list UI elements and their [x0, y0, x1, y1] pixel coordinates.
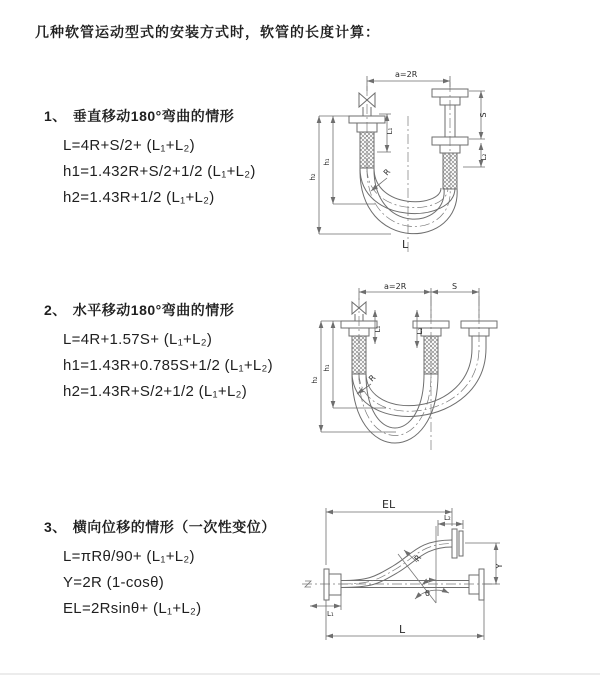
dim-label-offset-y: Y [495, 563, 504, 569]
formula-line: L=πRθ/90+ (L₁+L₂) [63, 548, 195, 565]
section-3-heading-text: 横向位移的情形（一次性变位） [72, 519, 276, 535]
dim-length [326, 600, 484, 640]
left-braided-hose [360, 132, 374, 168]
section-horizontal-move [44, 300, 273, 405]
dim-label-height-outer: h₂ [311, 376, 319, 384]
mid-braided-hose [424, 336, 438, 374]
section-3-number: 3、 [44, 519, 67, 535]
dim-fitting-left [310, 595, 341, 618]
dim-label-fitting-right: L₂ [480, 153, 488, 161]
radius-label: R [367, 373, 378, 384]
dim-label-el: EL [382, 498, 396, 511]
section-3-heading [44, 517, 276, 537]
dim-label-span: a=2R [395, 70, 418, 79]
right-flange [469, 569, 484, 600]
formula-line: Y=2R (1-cosθ) [63, 574, 165, 591]
page-title: 几种软管运动型式的安装方式时，软管的长度计算： [35, 24, 380, 40]
formula-line: L=4R+S/2+ (L₁+L₂) [63, 137, 195, 154]
diagram-horizontal-move-180-bend [301, 280, 596, 460]
dim-label-stroke-s: S [479, 112, 488, 118]
section-1-heading [44, 106, 256, 126]
diagram-vertical-move-180-bend [303, 64, 588, 259]
dim-label-span: a=2R [384, 282, 407, 291]
dim-label-fitting-left: L₁ [327, 610, 334, 618]
dim-label-fitting-top: L₂ [444, 514, 451, 522]
formula-line: h1=1.432R+S/2+1/2 (L₁+L₂) [63, 163, 256, 180]
dim-height-outer [309, 116, 391, 234]
dim-span [367, 70, 450, 91]
section-2-formulas [63, 327, 273, 405]
dim-label-stroke-s: S [452, 282, 458, 291]
dim-label-fitting-mid: L₂ [416, 327, 424, 335]
angle-construction [398, 526, 449, 603]
formula-line: L=4R+1.57S+ (L₁+L₂) [63, 331, 213, 348]
section-2-heading-text: 水平移动180°弯曲的情形 [72, 302, 235, 318]
section-vertical-move [44, 106, 256, 211]
formula-line: h2=1.43R+1/2 (L₁+L₂) [63, 189, 215, 206]
section-1-heading-text: 垂直移动180°弯曲的情形 [72, 108, 235, 124]
dim-label-fitting-left: L₁ [386, 127, 394, 135]
section-1-formulas [63, 133, 256, 211]
dim-fitting-left [374, 310, 382, 344]
left-flange [324, 569, 341, 600]
dim-label-height-inner: h₁ [323, 158, 331, 166]
section-lateral-displacement [44, 517, 276, 622]
formula-line: h1=1.43R+0.785S+1/2 (L₁+L₂) [63, 357, 273, 374]
angle-label: θ [425, 589, 430, 598]
formula-line: h2=1.43R+S/2+1/2 (L₁+L₂) [63, 383, 248, 400]
dim-label-length: L [399, 623, 406, 636]
dim-label-fitting-left: L₁ [374, 325, 382, 333]
section-2-heading [44, 300, 273, 320]
radius-label: R [412, 553, 424, 564]
radius-label: R [381, 167, 393, 178]
dim-label-height-outer: h₂ [309, 173, 317, 181]
left-braided-hose [352, 336, 366, 374]
dim-label-height-inner: h₁ [323, 364, 331, 372]
formula-line: EL=2Rsinθ+ (L₁+L₂) [63, 600, 202, 617]
dim-fitting-mid [416, 310, 424, 348]
section-1-number: 1、 [44, 108, 67, 124]
dim-span [359, 282, 479, 318]
dim-extended-length [326, 498, 452, 565]
dim-fitting-right [463, 143, 488, 167]
dim-stroke [469, 91, 488, 139]
section-2-number: 2、 [44, 302, 67, 318]
right-braided-hose [443, 153, 457, 189]
top-flange [452, 529, 463, 558]
dim-stroke [431, 282, 479, 292]
hose-u-position-1 [352, 374, 438, 443]
section-3-formulas [63, 544, 276, 622]
diagram-lateral-displacement [294, 496, 598, 648]
length-label: L [402, 238, 409, 251]
